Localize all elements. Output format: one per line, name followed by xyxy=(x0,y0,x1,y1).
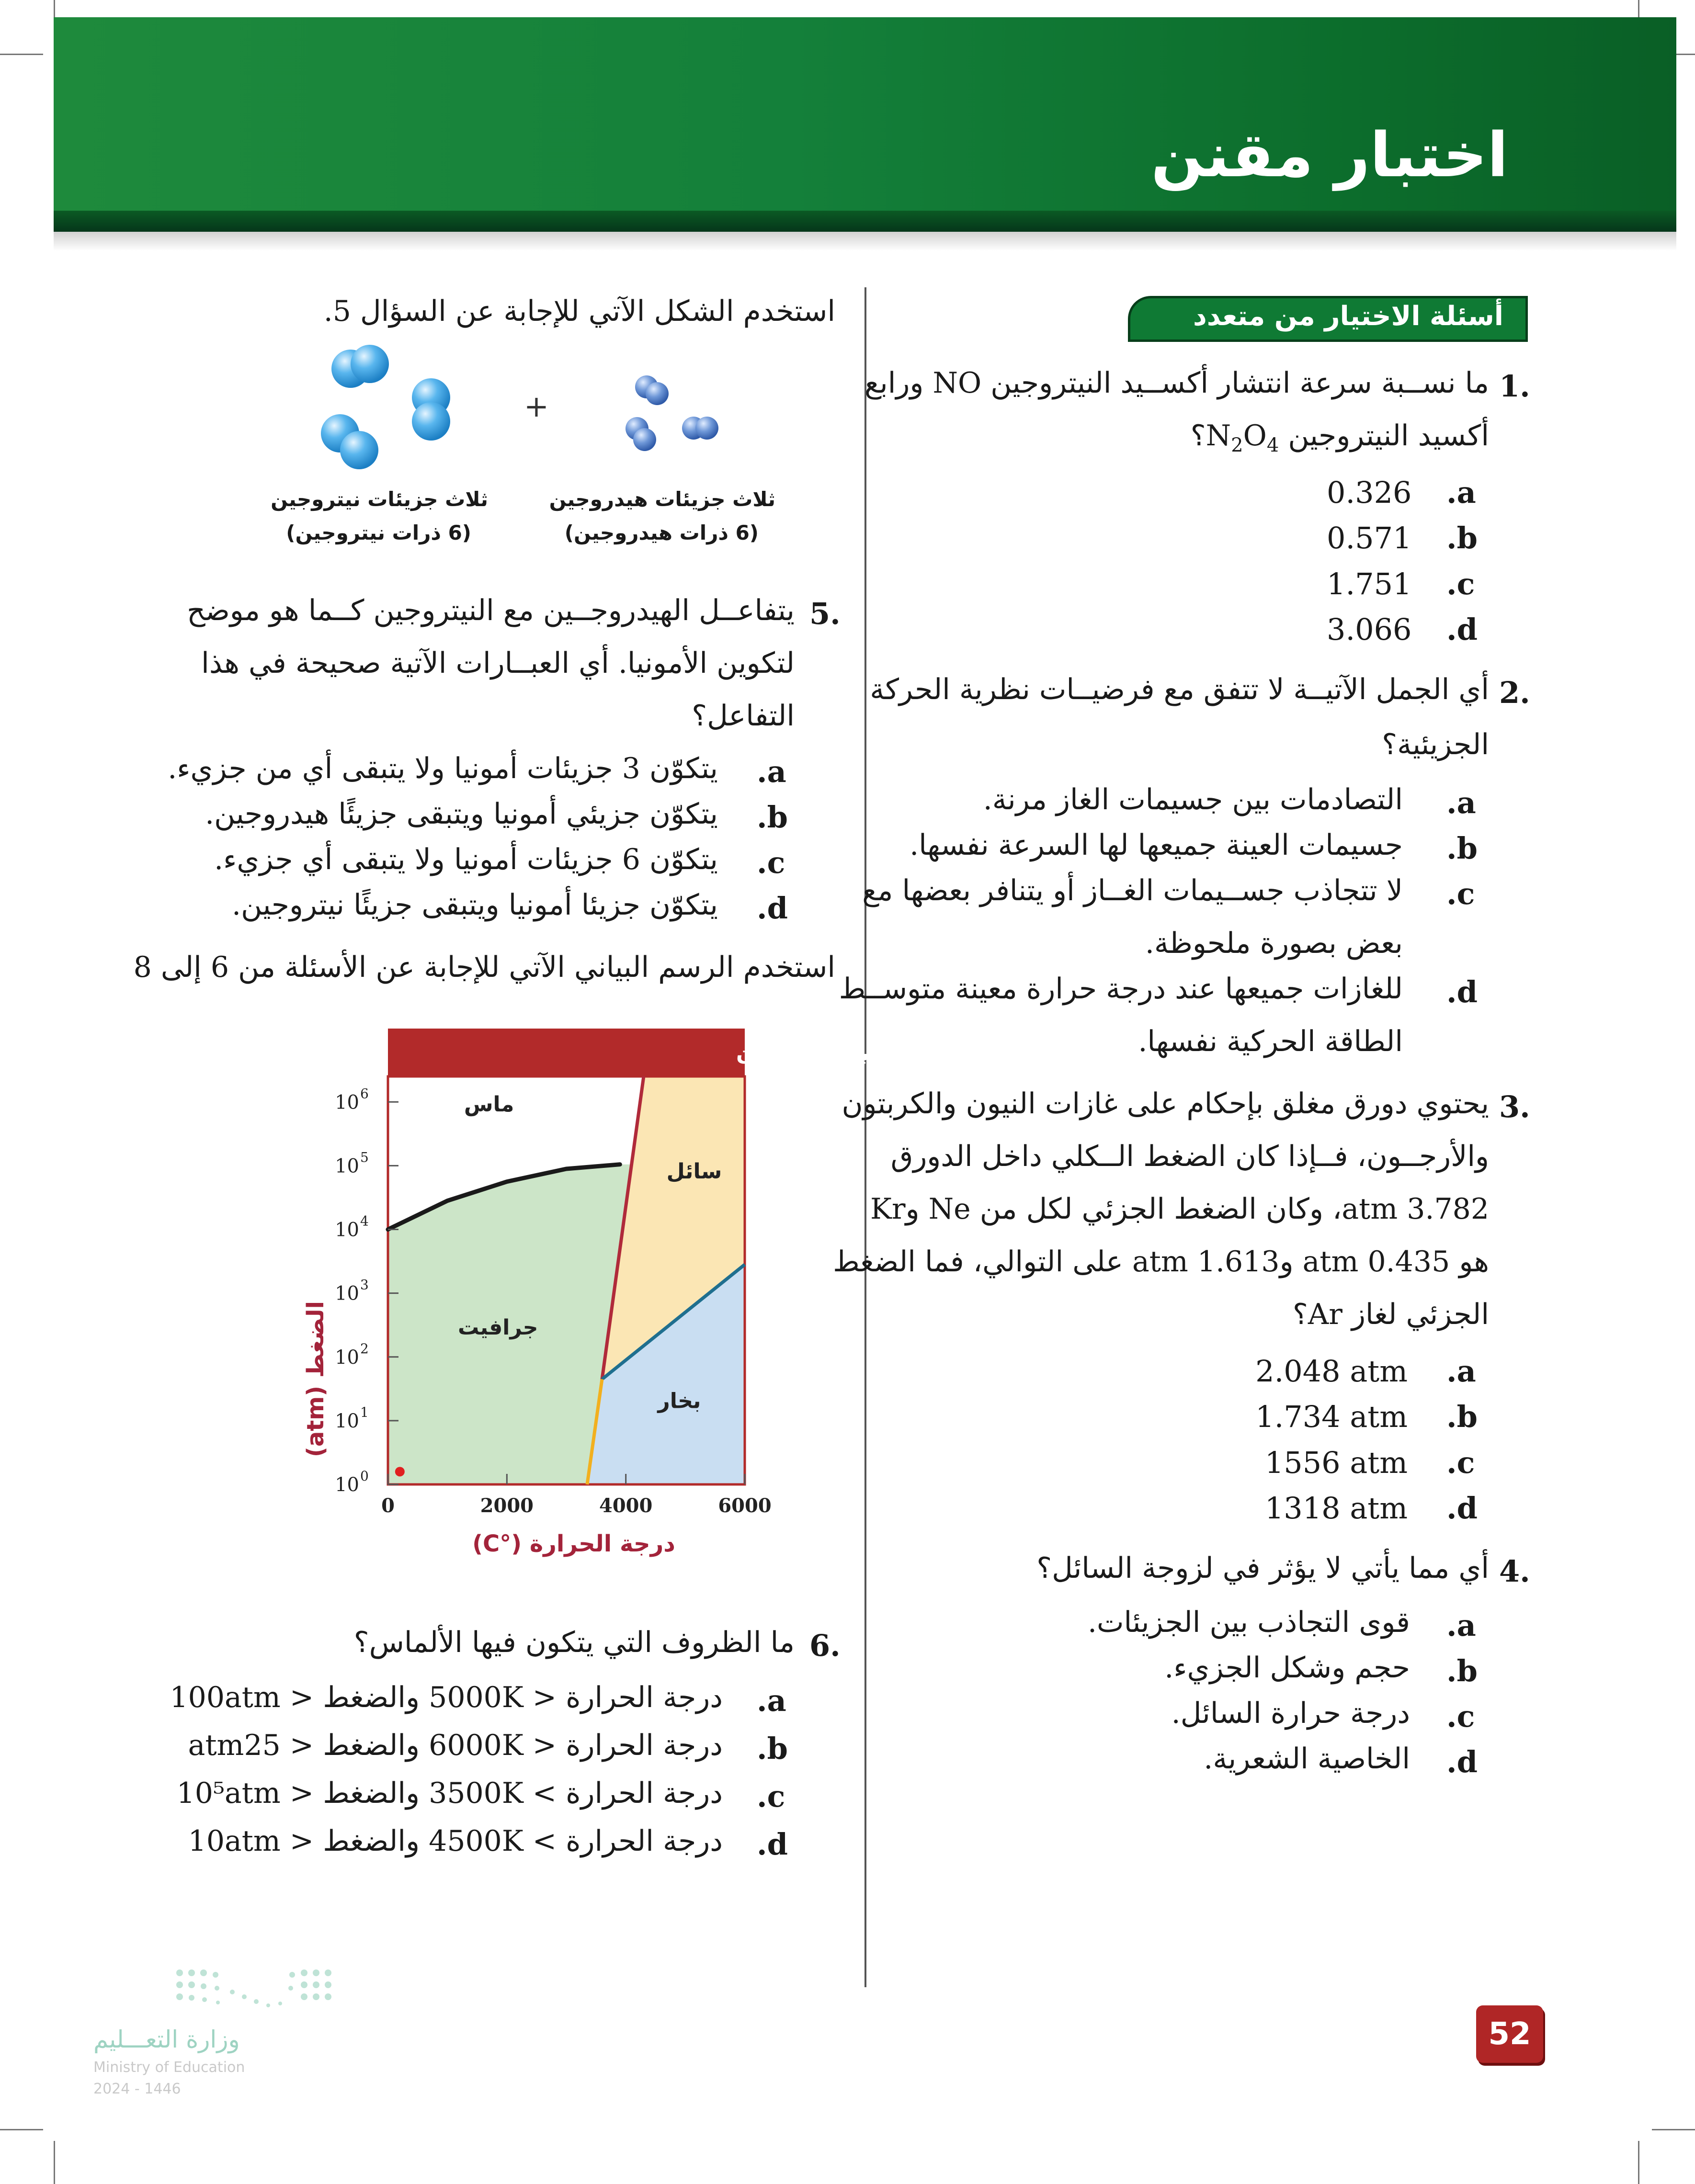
figure-intro: استخدم الشكل الآتي للإجابة عن السؤال 5. xyxy=(323,294,835,328)
question-text: يحتوي دورق مغلق بإحكام على غازات النيون والكربتون xyxy=(842,1087,1489,1120)
option-value: 0.571 xyxy=(1327,521,1412,555)
x-tick-label: 2000 xyxy=(480,1494,534,1517)
option-letter: .a xyxy=(1446,1608,1476,1643)
question-text: أكسيد النيتروجين $N_2O_4؟$ xyxy=(1190,419,1489,456)
question-text: ما نســبة سرعة انتشار أكســيد النيتروجين NO ورابع xyxy=(865,366,1489,400)
graphite-label: جرافيت xyxy=(457,1315,538,1340)
nitrogen-molecules xyxy=(321,345,450,469)
option-letter: .c xyxy=(757,845,785,880)
x-tick-label: 4000 xyxy=(599,1494,653,1517)
y-tick-label: 10 xyxy=(335,1282,359,1305)
question-number: 1. xyxy=(1499,369,1530,404)
ministry-dots-icon xyxy=(93,1963,362,2021)
option-text: يتكوّن 3 جزيئات أمونيا ولا يتبقى أي من جزيء. xyxy=(168,752,718,785)
x-tick-label: 0 xyxy=(381,1494,395,1517)
hydrogen-caption: (6 ذرات هيدروجين) xyxy=(564,521,759,544)
option-text: درجة الحرارة < 5000K والضغط < 100atm xyxy=(170,1681,723,1714)
option-letter: .d xyxy=(1446,1491,1478,1526)
ministry-name-ar: وزارة التعـــليم xyxy=(93,2026,240,2053)
ministry-name-en: Ministry of Education xyxy=(93,2059,245,2076)
option-value: 3.066 xyxy=(1327,612,1412,647)
option-letter: .c xyxy=(1446,1445,1475,1480)
question-text: ما الظروف التي يتكون فيها الألماس؟ xyxy=(353,1626,795,1659)
section-title: أسئلة الاختيار من متعدد xyxy=(1193,301,1503,332)
question-text: الجزئي لغاز Ar؟ xyxy=(1293,1298,1489,1331)
option-text: جسيمات العينة جميعها لها السرعة نفسها. xyxy=(910,828,1403,862)
y-tick-exponent: 2 xyxy=(360,1340,369,1357)
question-number: 3. xyxy=(1499,1089,1530,1124)
option-letter: .b xyxy=(1446,1653,1478,1688)
option-value: 1.734 atm xyxy=(1255,1399,1408,1434)
question-number: 4. xyxy=(1499,1554,1530,1589)
option-text: الطاقة الحركية نفسها. xyxy=(1138,1025,1403,1058)
page-title: اختبار مقنن xyxy=(1151,120,1508,191)
graph-intro: استخدم الرسم البياني الآتي للإجابة عن الأسئلة من 6 إلى 8 xyxy=(133,951,835,984)
crop-mark xyxy=(0,2129,43,2130)
y-tick-exponent: 0 xyxy=(360,1468,369,1484)
hydrogen-molecules xyxy=(626,375,718,451)
option-value: 1556 atm xyxy=(1264,1445,1408,1480)
question-text: الجزيئية؟ xyxy=(1382,728,1489,761)
option-letter: .b xyxy=(1446,831,1478,866)
option-text: يتكوّن 6 جزيئات أمونيا ولا يتبقى أي جزيء. xyxy=(214,843,718,876)
option-letter: .c xyxy=(1446,566,1475,601)
option-letter: .a xyxy=(1446,475,1476,510)
option-letter: .d xyxy=(1446,612,1478,647)
question-text: لتكوين الأمونيا. أي العبــارات الآتية صحيحة في هذا xyxy=(201,646,795,680)
diamond-label: ماس xyxy=(464,1092,514,1117)
y-tick-label: 10 xyxy=(335,1219,359,1241)
question-text: هو 0.435 atm و1.613 atm على التوالي، فما الضغط xyxy=(833,1245,1489,1279)
header-banner-edge xyxy=(54,211,1676,232)
marker-point xyxy=(395,1467,405,1476)
y-tick-exponent: 1 xyxy=(360,1404,369,1420)
phase-diagram xyxy=(297,1025,1067,1580)
option-letter: .b xyxy=(1446,521,1478,555)
plus-sign: + xyxy=(524,389,549,424)
option-text: درجة الحرارة > 4500K والضغط < 10atm xyxy=(188,1824,723,1858)
y-tick-label: 10 xyxy=(335,1346,359,1369)
option-text: بعض بصورة ملحوظة. xyxy=(1145,927,1403,960)
option-text: درجة الحرارة < 6000K والضغط < atm25 xyxy=(188,1729,723,1762)
y-tick-exponent: 4 xyxy=(360,1213,369,1229)
question-text: والأرجــون، فــإذا كان الضغط الــكلي داخل الدورق xyxy=(890,1140,1489,1173)
chart-title: مخطط الحالة الفيزيائية للكربون xyxy=(736,1041,1067,1065)
option-text: الخاصية الشعرية. xyxy=(1204,1742,1410,1776)
nitrogen-caption: (6 ذرات نيتروجين) xyxy=(286,521,471,544)
option-value: 1.751 xyxy=(1327,566,1412,601)
option-text: حجم وشكل الجزيء. xyxy=(1164,1651,1410,1685)
option-letter: .a xyxy=(757,754,786,789)
option-text: للغازات جميعها عند درجة حرارة معينة متوســط xyxy=(839,972,1403,1006)
ministry-year: 2024 - 1446 xyxy=(93,2081,181,2097)
y-tick-label: 10 xyxy=(335,1155,359,1177)
option-letter: .a xyxy=(1446,785,1476,820)
y-tick-exponent: 6 xyxy=(360,1086,369,1102)
ministry-logo xyxy=(93,1963,362,2107)
option-letter: .c xyxy=(1446,876,1475,911)
option-value: 0.326 xyxy=(1327,475,1412,510)
crop-mark xyxy=(1652,2129,1695,2130)
option-letter: .b xyxy=(757,1731,788,1766)
option-value: 1318 atm xyxy=(1264,1491,1408,1526)
option-letter: .b xyxy=(1446,1399,1478,1434)
x-tick-label: 6000 xyxy=(718,1494,772,1517)
option-letter: .a xyxy=(1446,1354,1476,1389)
question-text: التفاعل؟ xyxy=(692,699,795,733)
option-letter: .d xyxy=(1446,974,1478,1009)
nitrogen-caption: ثلاث جزيئات نيتروجين xyxy=(271,487,488,511)
crop-mark xyxy=(0,54,43,55)
chart-title-bar xyxy=(388,1029,745,1076)
option-text: درجة الحرارة > 3500K والضغط < 10⁵atm xyxy=(176,1777,723,1810)
question-text: أي مما يأتي لا يؤثر في لزوجة السائل؟ xyxy=(1036,1551,1489,1585)
option-text: يتكوّن جزيئي أمونيا ويتبقى جزيئًا هيدروجين. xyxy=(205,797,718,831)
crop-mark xyxy=(1638,2141,1639,2184)
option-letter: .d xyxy=(757,1827,788,1862)
question-number: 5. xyxy=(809,596,841,631)
page-number: 52 xyxy=(1476,2005,1543,2063)
option-text: لا تتجاذب جســيمات الغــاز أو يتنافر بعضها مع xyxy=(862,874,1403,907)
y-axis-label: الضغط (atm) xyxy=(302,1301,329,1458)
y-tick-label: 10 xyxy=(335,1091,359,1114)
y-tick-exponent: 3 xyxy=(360,1277,369,1293)
question-number: 2. xyxy=(1499,675,1530,710)
question-text: يتفاعــل الهيدروجــين مع النيتروجين كــما هو موضح xyxy=(187,594,795,627)
option-text: التصادمات بين جسيمات الغاز مرنة. xyxy=(983,783,1403,816)
option-letter: .d xyxy=(1446,1744,1478,1779)
option-letter: .d xyxy=(757,891,788,926)
option-text: يتكوّن جزيئا أمونيا ويتبقى جزيئًا نيتروجين. xyxy=(232,888,718,922)
question-number: 6. xyxy=(809,1628,841,1663)
header-shadow xyxy=(54,232,1676,251)
vapor-label: بخار xyxy=(658,1389,701,1414)
column-divider xyxy=(865,287,866,1987)
y-tick-label: 10 xyxy=(335,1410,359,1432)
y-tick-label: 10 xyxy=(335,1474,359,1496)
hydrogen-caption: ثلاث جزيئات هيدروجين xyxy=(549,487,775,511)
option-text: قوى التجاذب بين الجزيئات. xyxy=(1087,1606,1410,1639)
option-letter: .c xyxy=(1446,1699,1475,1734)
molecules-figure xyxy=(268,335,795,498)
liquid-label: سائل xyxy=(666,1159,722,1184)
question-text: 3.782 atm، وكان الضغط الجزئي لكل من Ne وKr xyxy=(870,1192,1489,1226)
option-letter: .b xyxy=(757,800,788,835)
crop-mark xyxy=(54,2141,55,2184)
y-tick-exponent: 5 xyxy=(360,1149,369,1166)
x-axis-label: درجة الحرارة (°C) xyxy=(472,1530,675,1557)
option-value: 2.048 atm xyxy=(1255,1354,1408,1389)
option-letter: .a xyxy=(757,1683,786,1718)
option-letter: .c xyxy=(757,1779,785,1814)
question-text: أي الجمل الآتيــة لا تتفق مع فرضيــات نظرية الحركة xyxy=(870,673,1489,706)
option-text: درجة حرارة السائل. xyxy=(1171,1697,1410,1730)
